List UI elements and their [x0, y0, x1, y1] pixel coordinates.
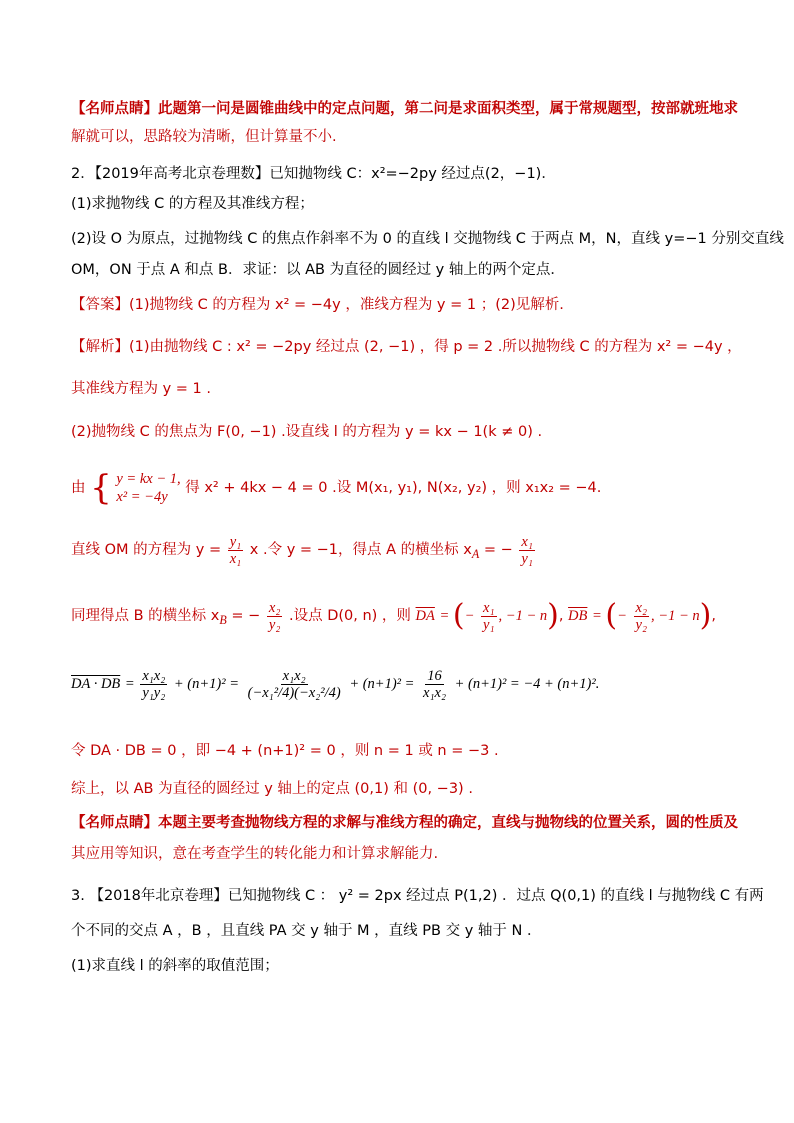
- solution-5-middle: x .令 y = −1，得点 A 的横坐标 x: [249, 542, 472, 558]
- result-tail: + (n+1)² = −4 + (n+1)².: [454, 676, 600, 692]
- solution-4-suffix: 得 x² + 4kx − 4 = 0 .设 M(x₁, y₁), N(x₂, y₂) ，则 x₁x₂ = −4.: [185, 480, 602, 496]
- tip-paragraph-1-line-2: 解就可以，思路较为清晰，但计算量不小.: [71, 129, 337, 145]
- fraction-numerator: x₂: [635, 599, 648, 616]
- system-eq-1: y = kx − 1,: [116, 471, 181, 487]
- subscript-b: B: [219, 612, 227, 627]
- solution-line-2: 其准线方程为 y = 1 .: [71, 381, 212, 397]
- fraction-denominator: y₁: [483, 616, 495, 633]
- fraction-x2-over-y2: [267, 600, 282, 633]
- fraction-numerator: x₂: [268, 599, 281, 616]
- question-3-part-1: (1)求直线 l 的斜率的取值范围；: [71, 958, 279, 974]
- plus-term-2: + (n+1)² =: [349, 676, 415, 692]
- solution-6-middle: .设点 D(0, n) ，则: [288, 608, 411, 624]
- solution-line-4: [71, 466, 738, 510]
- fraction-denominator: y₂: [268, 616, 281, 633]
- fraction-x2-over-y2-b: [634, 600, 649, 633]
- plus-term-1: + (n+1)² =: [173, 676, 239, 692]
- solution-6-eq: = −: [231, 608, 261, 624]
- solution-line-9: 综上，以 AB 为直径的圆经过 y 轴上的定点 (0,1) 和 (0, −3) .: [71, 781, 473, 797]
- solution-5-prefix: 直线 OM 的方程为 y =: [71, 542, 222, 558]
- solution-line-5: [71, 530, 738, 570]
- answer-line: 【答案】(1)抛物线 C 的方程为 x² = −4y ，准线方程为 y = 1 ；(2)见解析.: [71, 297, 564, 313]
- fraction-numerator: x₁: [483, 599, 495, 616]
- equation-system: [116, 470, 180, 506]
- fraction-denominator: y₁: [521, 550, 533, 567]
- vector-db: $\overline{DB}$: [568, 608, 588, 624]
- system-eq-2: x² = −4y: [116, 489, 168, 505]
- system-brace: {: [90, 468, 112, 508]
- fraction-3: [421, 668, 448, 701]
- fraction-2: [246, 668, 343, 701]
- question-2-part-2-line-2: OM，ON 于点 A 和点 B．求证：以 AB 为直径的圆经过 y 轴上的两个定点．: [71, 262, 565, 278]
- tip-paragraph-1-line-1: 【名师点睛】此题第一问是圆锥曲线中的定点问题，第二问是求面积类型，属于常规题型，按部就班地求: [71, 101, 738, 117]
- solution-line-7: DA · DB = $\frac{\text{x₁x₂}}{\text{y₁y₂}}$ + (n+1)² = $\frac{\text{x₁x₂}}{\text{(−x₁²/4)(−x₂²/4)}}$ + (n+1)² = $\frac{16}{\text{x₁x₂}}$ + (n+1)² = −4 + (n+1)².: [71, 667, 600, 701]
- fraction-1: [140, 668, 167, 701]
- question-2-title: 2．【2019年高考北京卷理数】已知抛物线 C：x²=−2py 经过点(2，−1)．: [71, 166, 556, 182]
- fraction-denominator: (−x₁²/4)(−x₂²/4): [247, 684, 341, 701]
- vector-da: $\overline{DA}$: [415, 608, 435, 624]
- question-2-part-2-line-1: (2)设 O 为原点，过抛物线 C 的焦点作斜率不为 0 的直线 l 交抛物线 C 于两点 M，N，直线 y=−1 分别交直线: [71, 231, 784, 247]
- fraction-numerator: 16: [427, 667, 442, 684]
- solution-5-eq: = −: [483, 542, 513, 558]
- tip-paragraph-2-line-1: 【名师点睛】本题主要考查抛物线方程的求解与准线方程的确定，直线与抛物线的位置关系，圆的性质及: [71, 815, 738, 831]
- solution-6-prefix: 同理得点 B 的横坐标 x: [71, 608, 220, 624]
- question-2-part-1: (1)求抛物线 C 的方程及其准线方程；: [71, 196, 314, 212]
- solution-line-8: 令 DA · DB = 0 ，即 −4 + (n+1)² = 0 ，则 n = 1 或 n = −3 .: [71, 743, 499, 759]
- fraction-numerator: x₁x₂: [282, 667, 306, 684]
- fraction-numerator: x₁: [521, 533, 533, 550]
- tip-paragraph-2-line-2: 其应用等知识，意在考查学生的转化能力和计算求解能力.: [71, 846, 439, 862]
- fraction-denominator: y₂: [635, 616, 648, 633]
- fraction-denominator: x₁x₂: [423, 684, 446, 701]
- subscript-a: A: [471, 546, 480, 561]
- fraction-numerator: x₁x₂: [142, 667, 166, 684]
- fraction-numerator: y₁: [229, 533, 242, 550]
- solution-line-1: 【解析】(1)由抛物线 C : x² = −2py 经过点 (2, −1) ，得 p = 2 .所以抛物线 C 的方程为 x² = −4y ，: [71, 339, 742, 355]
- fraction-x1-over-y1-b: [481, 600, 496, 633]
- solution-line-6: 同理得点 B 的横坐标 $x_B$ = − $\frac{\text{x₂}}{\text{y₂}}$ .设点 D(0, n) ，则 $\overline{DA}$ = (− $\frac{\text{x₁}}{\text{y₁}}$ , −1 − n), $\overline{DB}$ = (− $\frac{\text{x₂}}{\text{y₂}}$ , −1 − n),: [71, 598, 716, 633]
- fraction-denominator: x₁: [229, 550, 242, 567]
- fraction-y1-over-x1: [228, 534, 243, 567]
- fraction-denominator: y₁y₂: [142, 684, 166, 701]
- fraction-x1-over-y1: [519, 534, 534, 567]
- dot-product-lhs: DA · DB: [71, 676, 121, 692]
- solution-4-prefix: 由: [71, 480, 86, 496]
- solution-line-3: (2)抛物线 C 的焦点为 F(0, −1) .设直线 l 的方程为 y = kx − 1(k ≠ 0) .: [71, 424, 543, 440]
- question-3-line-2: 个不同的交点 A ，B ，且直线 PA 交 y 轴于 M ，直线 PB 交 y 轴于 N ．: [71, 923, 542, 939]
- question-3-title: 3. 【2018年北京卷理】已知抛物线 C ： y² = 2px 经过点 P(1,2) ．过点 Q(0,1) 的直线 l 与抛物线 C 有两: [71, 888, 764, 904]
